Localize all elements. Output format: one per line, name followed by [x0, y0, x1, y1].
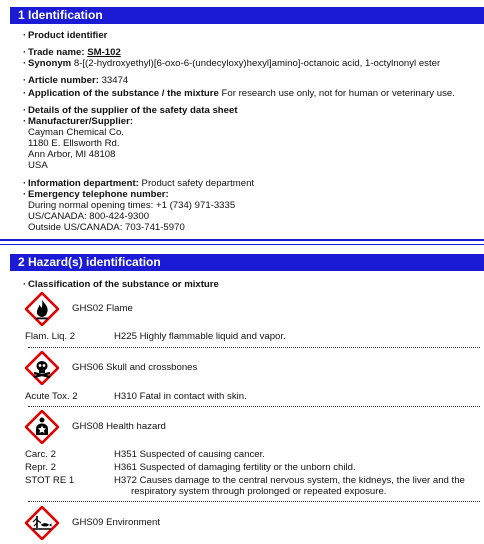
hazard-statement: H351 Suspected of causing cancer.: [114, 449, 265, 460]
hazard-statement: H361 Suspected of damaging fertility or the unborn child.: [114, 462, 356, 473]
bullet: ·: [23, 189, 27, 200]
hazard-class: Repr. 2: [25, 462, 56, 473]
hazard-statement-continued: respiratory system through prolonged or repeated exposure.: [131, 486, 387, 497]
bullet: ·: [23, 47, 27, 58]
emergency-line: During normal opening times: +1 (734) 971-3335: [28, 200, 236, 211]
bullet: ·: [23, 30, 27, 41]
pictogram-label: GHS02 Flame: [72, 303, 133, 314]
address-line: USA: [28, 160, 48, 171]
article-label: Article number:: [28, 75, 99, 86]
hazard-class: Flam. Liq. 2: [25, 331, 76, 342]
emergency-label: Emergency telephone number:: [28, 189, 169, 200]
bullet: ·: [23, 58, 27, 69]
bullet: ·: [23, 105, 27, 116]
info-department-value: Product safety department: [141, 178, 255, 189]
section-divider: [0, 239, 484, 241]
application-line: [28, 88, 455, 99]
emergency-line: US/CANADA: 800-424-9300: [28, 211, 150, 222]
product-identifier-heading: Product identifier: [28, 30, 108, 41]
trade-name-label: Trade name:: [28, 47, 88, 58]
dotted-separator: [28, 501, 480, 502]
environment-icon: [25, 506, 59, 540]
bullet: ·: [23, 116, 27, 127]
article-line: [28, 75, 128, 86]
bullet: ·: [23, 75, 27, 86]
hazard-statement: H225 Highly flammable liquid and vapor.: [114, 331, 286, 342]
info-department-line: [28, 178, 254, 189]
skull-crossbones-icon: [25, 351, 59, 385]
section-divider: [0, 244, 484, 245]
dotted-separator: [28, 347, 480, 348]
bullet: ·: [23, 178, 27, 189]
application-value: For research use only, not for human or veterinary use.: [221, 88, 455, 99]
pictogram-label: GHS08 Health hazard: [72, 421, 166, 432]
supplier-details-heading: Details of the supplier of the safety data sheet: [28, 105, 238, 116]
flame-icon: [25, 292, 59, 326]
classification-heading: Classification of the substance or mixture: [28, 279, 219, 290]
synonym-line: [28, 58, 440, 69]
health-hazard-icon: [25, 410, 59, 444]
hazard-class: Acute Tox. 2: [25, 391, 78, 402]
hazard-class: Carc. 2: [25, 449, 56, 460]
trade-name-value: SM-102: [87, 47, 121, 58]
hazard-statement: H310 Fatal in contact with skin.: [114, 391, 247, 402]
info-department-label: Information department:: [28, 178, 139, 189]
address-line: Cayman Chemical Co.: [28, 127, 124, 138]
dotted-separator: [28, 406, 480, 407]
trade-name-line: [28, 47, 121, 58]
hazard-class: STOT RE 1: [25, 475, 75, 486]
synonym-label: Synonym: [28, 58, 72, 69]
manufacturer-label: Manufacturer/Supplier:: [28, 116, 134, 127]
emergency-line: Outside US/CANADA: 703-741-5970: [28, 222, 185, 233]
bullet: ·: [23, 279, 27, 290]
application-label: Application of the substance / the mixture: [28, 88, 219, 99]
hazard-statement: H372 Causes damage to the central nervous system, the kidneys, the liver and the: [114, 475, 465, 486]
section-2-header: 2 Hazard(s) identification: [10, 254, 484, 271]
address-line: 1180 E. Ellsworth Rd.: [28, 138, 120, 149]
synonym-value: 8-[(2-hydroxyethyl)[6-oxo-6-(undecyloxy)hexyl]amino]-octanoic acid, 1-octylnonyl ester: [73, 58, 441, 69]
pictogram-label: GHS06 Skull and crossbones: [72, 362, 198, 373]
article-value: 33474: [101, 75, 129, 86]
section-1-header: 1 Identification: [10, 7, 484, 24]
pictogram-label: GHS09 Environment: [72, 517, 160, 528]
address-line: Ann Arbor, MI 48108: [28, 149, 116, 160]
bullet: ·: [23, 88, 27, 99]
